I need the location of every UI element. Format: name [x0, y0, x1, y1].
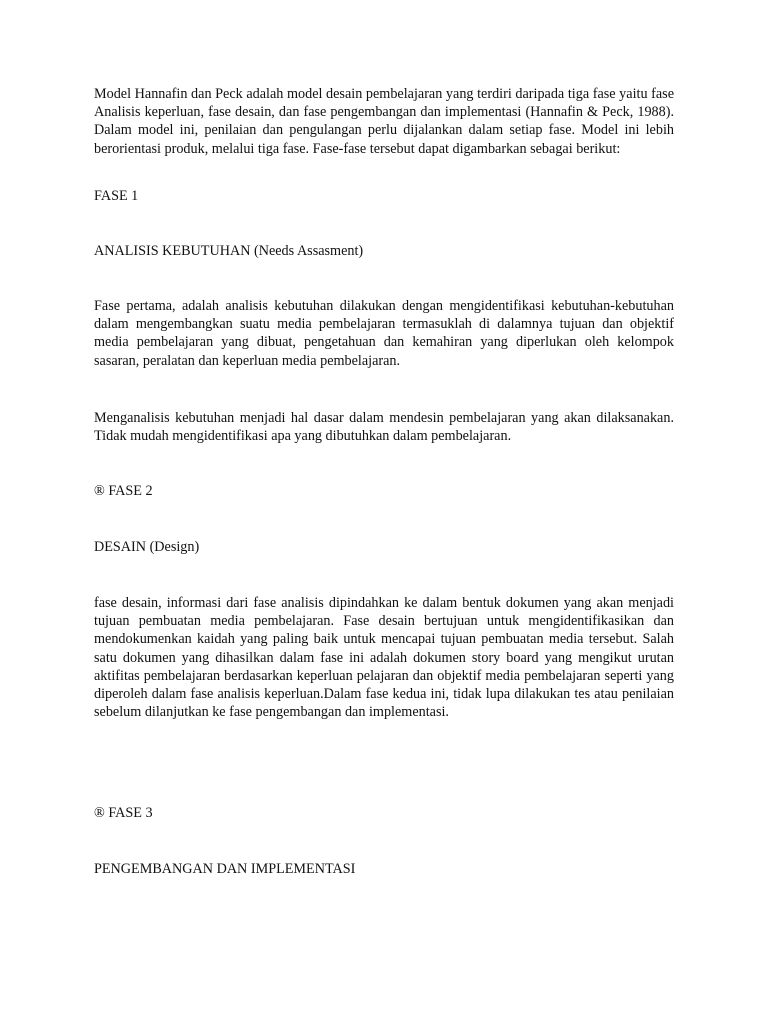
- phase-2-paragraph: fase desain, informasi dari fase analisis dipindahkan ke dalam bentuk dokumen yang akan menjadi tujuan pembuatan media pembelajaran. Fase desain bertujuan untuk mengidentifikasikan dan mendokumenkan kaidah yang paling baik untuk mencapai tujuan pembuatan media tersebut. Salah satu dokumen yang dihasilkan dalam fase ini adalah dokumen story board yang mengikut urutan aktifitas pembelajaran berdasarkan keperluan pelajaran dan objektif media pembelajaran seperti yang diperoleh dalam fase analisis keperluan.Dalam fase kedua ini, tidak lupa dilakukan tes atau penilaian sebelum dilanjutkan ke fase pengembangan dan implementasi.: [94, 595, 674, 721]
- phase-2-label: ® FASE 2: [94, 483, 153, 499]
- phase-1-heading: ANALISIS KEBUTUHAN (Needs Assasment): [94, 243, 364, 259]
- phase-1-paragraph-2: Menganalisis kebutuhan menjadi hal dasar dalam mendesin pembelajaran yang akan dilaksanakan. Tidak mudah mengidentifikasi apa yang dibutuhkan dalam pembelajaran.: [94, 410, 674, 445]
- phase-1-label: FASE 1: [94, 188, 139, 204]
- phase-1-paragraph-1: Fase pertama, adalah analisis kebutuhan dilakukan dengan mengidentifikasi kebutuhan-kebutuhan dalam mengembangkan suatu media pembelajaran termasuklah di dalamnya tujuan dan objektif media pembelajaran yang dibuat, pengetahuan dan kemahiran yang diperlukan oleh kelompok sasaran, peralatan dan keperluan media pembelajaran.: [94, 298, 674, 369]
- phase-3-heading: PENGEMBANGAN DAN IMPLEMENTASI: [94, 861, 356, 877]
- intro-paragraph: Model Hannafin dan Peck adalah model desain pembelajaran yang terdiri daripada tiga fase yaitu fase Analisis keperluan, fase desain, dan fase pengembangan dan implementasi (Hannafin & Peck, 1988). Dalam model ini, penilaian dan pengulangan perlu dijalankan dalam setiap fase. Model ini lebih berorientasi produk, melalui tiga fase. Fase-fase tersebut dapat digambarkan sebagai berikut:: [94, 86, 674, 157]
- phase-2-heading: DESAIN (Design): [94, 539, 200, 555]
- phase-3-label: ® FASE 3: [94, 805, 153, 821]
